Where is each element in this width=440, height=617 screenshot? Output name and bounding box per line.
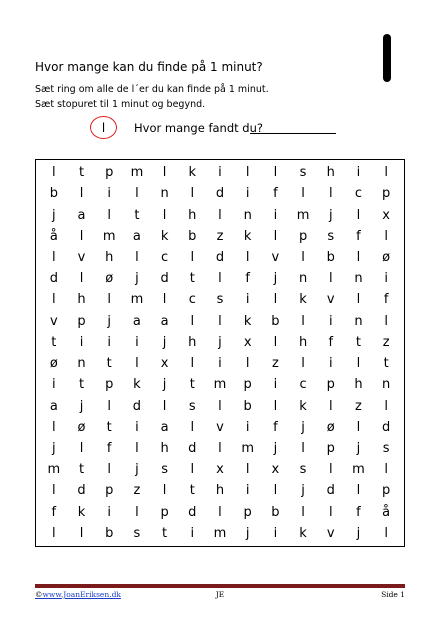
grid-letter[interactable]: l — [273, 165, 278, 181]
grid-letter[interactable]: p — [105, 377, 114, 393]
grid-letter[interactable]: l — [135, 440, 139, 456]
grid-letter[interactable]: j — [356, 440, 361, 456]
grid-letter[interactable]: a — [49, 398, 58, 414]
grid-letter[interactable]: l — [135, 249, 139, 265]
grid-letter[interactable]: j — [162, 377, 167, 393]
grid-letter[interactable]: p — [105, 165, 114, 181]
footer-page-number: Side 1 — [381, 590, 405, 599]
grid-letter[interactable]: l — [301, 249, 305, 265]
grid-letter[interactable]: b — [49, 186, 58, 202]
grid-letter[interactable]: i — [245, 292, 250, 308]
grid-letter[interactable]: l — [52, 292, 56, 308]
grid-letter[interactable]: d — [77, 483, 86, 499]
grid-letter[interactable]: n — [160, 186, 169, 202]
grid-letter[interactable]: l — [356, 356, 361, 372]
grid-letter[interactable]: h — [188, 334, 197, 350]
grid-letter[interactable]: l — [190, 249, 195, 265]
grid-letter[interactable]: l — [356, 207, 361, 223]
grid-letter[interactable]: n — [243, 207, 252, 223]
grid-letter[interactable]: k — [133, 377, 141, 393]
grid-letter[interactable]: t — [134, 207, 140, 223]
grid-letter[interactable]: d — [382, 419, 391, 435]
footer-website-link[interactable] — [35, 590, 121, 599]
grid-letter[interactable]: i — [356, 165, 361, 181]
letter-grid — [35, 159, 405, 547]
grid-letter[interactable]: d — [215, 186, 225, 202]
grid-letter[interactable]: c — [161, 249, 169, 265]
grid-letter[interactable]: s — [133, 525, 141, 541]
grid-letter[interactable]: i — [384, 271, 388, 287]
grid-letter[interactable]: p — [326, 440, 335, 456]
grid-letter[interactable]: p — [382, 483, 391, 499]
grid-letter[interactable]: a — [77, 207, 86, 223]
grid-letter[interactable]: s — [216, 292, 224, 308]
footer-link-text: www.JoanEriksen.dk — [42, 590, 121, 599]
grid-letter[interactable]: v — [49, 313, 58, 329]
grid-letter[interactable]: ø — [105, 271, 114, 287]
grid-letter[interactable]: l — [356, 419, 361, 435]
instruction-line-1: Sæt ring om alle de l´er du kan finde på 1 minut. — [35, 84, 269, 95]
grid-letter[interactable]: i — [135, 334, 139, 350]
grid-letter[interactable]: l — [273, 228, 278, 244]
grid-letter[interactable]: l — [384, 313, 388, 329]
grid-letter[interactable]: j — [273, 440, 278, 456]
grid-letter[interactable]: d — [132, 398, 142, 414]
grid-letter[interactable]: å — [49, 228, 58, 244]
grid-letter[interactable]: l — [218, 398, 222, 414]
grid-letter[interactable]: ø — [326, 419, 335, 435]
grid-letter[interactable]: l — [218, 207, 222, 223]
grid-letter[interactable]: l — [52, 483, 56, 499]
grid-letter[interactable]: s — [161, 462, 168, 478]
grid-letter[interactable]: m — [241, 440, 255, 456]
instruction-line-2: Sæt stopuret til 1 minut og begynd. — [35, 99, 206, 110]
grid-letter[interactable]: l — [190, 186, 195, 202]
grid-letter[interactable]: t — [383, 356, 389, 372]
grid-letter[interactable]: f — [356, 228, 361, 244]
grid-letter[interactable]: l — [52, 525, 56, 541]
grid-letter[interactable]: m — [296, 207, 310, 223]
grid-letter[interactable]: l — [107, 398, 112, 414]
grid-letter[interactable]: a — [160, 419, 169, 435]
grid-letter[interactable]: f — [245, 271, 250, 287]
grid-letter[interactable]: s — [327, 228, 335, 244]
grid-letter[interactable]: t — [106, 356, 112, 372]
grid-letter[interactable]: v — [271, 249, 280, 265]
grid-letter[interactable]: l — [52, 249, 56, 265]
grid-letter[interactable]: b — [105, 525, 114, 541]
grid-letter[interactable]: x — [216, 462, 224, 478]
grid-letter[interactable]: i — [218, 165, 222, 181]
example-letter: l — [101, 120, 106, 135]
grid-letter[interactable]: a — [132, 228, 141, 244]
grid-letter[interactable]: l — [384, 398, 388, 414]
grid-letter[interactable]: l — [79, 228, 84, 244]
grid-letter[interactable]: t — [51, 334, 57, 350]
copyright-symbol: © — [35, 590, 43, 599]
grid-letter[interactable]: b — [326, 249, 335, 265]
grid-letter[interactable]: f — [383, 292, 389, 308]
grid-letter[interactable]: l — [162, 483, 167, 499]
grid-letter[interactable]: l — [328, 271, 333, 287]
grid-letter[interactable]: l — [328, 186, 333, 202]
grid-letter[interactable]: p — [105, 483, 114, 499]
grid-letter[interactable]: j — [52, 207, 56, 223]
grid-letter[interactable]: a — [132, 313, 141, 329]
grid-letter[interactable]: l — [135, 186, 139, 202]
grid-letter[interactable]: l — [273, 398, 278, 414]
grid-letter[interactable]: h — [298, 334, 308, 350]
grid-letter[interactable]: s — [188, 398, 196, 414]
grid-letter[interactable]: z — [133, 483, 141, 499]
grid-letter[interactable]: b — [188, 228, 197, 244]
grid-letter[interactable]: x — [243, 334, 252, 350]
grid-letter[interactable]: i — [218, 356, 222, 372]
grid-letter[interactable]: k — [77, 504, 86, 520]
grid-letter[interactable]: l — [356, 249, 361, 265]
grid-letter[interactable]: s — [299, 462, 307, 478]
page-title: Hvor mange kan du finde på 1 minut? — [35, 60, 263, 74]
grid-letter[interactable]: t — [189, 377, 195, 393]
grid-letter[interactable]: i — [190, 525, 195, 541]
grid-letter[interactable]: i — [52, 377, 56, 393]
grid-letter[interactable]: p — [160, 504, 169, 520]
grid-letter[interactable]: k — [299, 525, 307, 541]
grid-letter[interactable]: m — [130, 165, 144, 181]
grid-letter[interactable]: i — [245, 483, 250, 499]
grid-letter[interactable]: l — [273, 292, 278, 308]
grid-letter[interactable]: p — [382, 186, 391, 202]
grid-letter[interactable]: v — [77, 249, 86, 265]
grid-letter[interactable]: i — [79, 334, 84, 350]
grid-letter[interactable]: l — [301, 313, 305, 329]
answer-line[interactable] — [250, 133, 336, 134]
grid-letter[interactable]: h — [77, 292, 86, 308]
grid-letter[interactable]: i — [245, 186, 250, 202]
grid-letter[interactable]: l — [135, 504, 139, 520]
grid-letter[interactable]: j — [218, 334, 222, 350]
target-letter-display — [383, 34, 391, 82]
grid-letter[interactable]: f — [106, 440, 112, 456]
grid-letter[interactable]: l — [107, 292, 112, 308]
grid-letter[interactable]: b — [243, 398, 252, 414]
grid-letter[interactable]: l — [356, 292, 361, 308]
grid-letter[interactable]: k — [299, 398, 307, 414]
grid-letter[interactable]: l — [245, 356, 250, 372]
grid-letter[interactable]: f — [356, 504, 361, 520]
grid-letter[interactable]: i — [107, 504, 112, 520]
grid-letter[interactable]: l — [245, 462, 250, 478]
grid-letter[interactable]: n — [354, 271, 363, 287]
grid-letter[interactable]: j — [245, 525, 250, 541]
grid-letter[interactable]: å — [382, 504, 391, 520]
grid-letter[interactable]: j — [328, 207, 333, 223]
grid-letter[interactable]: a — [160, 313, 169, 329]
grid-letter[interactable]: t — [78, 377, 85, 393]
grid-letter[interactable]: h — [215, 483, 225, 499]
grid-letter[interactable]: j — [79, 398, 84, 414]
grid-letter[interactable]: l — [162, 207, 167, 223]
grid-letter[interactable]: f — [273, 186, 278, 202]
grid-letter[interactable]: l — [273, 334, 278, 350]
grid-letter[interactable]: l — [218, 313, 222, 329]
grid-letter[interactable]: k — [188, 165, 197, 181]
grid-letter[interactable]: t — [189, 271, 195, 287]
grid-letter[interactable]: l — [107, 207, 112, 223]
grid-letter[interactable]: s — [299, 165, 307, 181]
grid-letter[interactable]: l — [301, 440, 305, 456]
grid-letter[interactable]: j — [301, 419, 305, 435]
grid-letter[interactable]: p — [243, 504, 252, 520]
grid-letter[interactable]: l — [328, 462, 333, 478]
count-question: Hvor mange fandt du? — [134, 121, 263, 135]
grid-letter[interactable]: h — [188, 207, 197, 223]
grid-letter[interactable]: l — [245, 165, 250, 181]
grid-letter[interactable]: l — [328, 504, 333, 520]
grid-letter[interactable]: p — [326, 377, 335, 393]
grid-letter[interactable]: j — [356, 525, 361, 541]
grid-letter[interactable]: l — [301, 186, 305, 202]
grid-letter[interactable]: f — [328, 334, 334, 350]
grid-letter[interactable]: m — [47, 462, 61, 478]
grid-letter[interactable]: t — [189, 483, 195, 499]
grid-letter[interactable]: k — [243, 228, 252, 244]
grid-letter[interactable]: v — [216, 419, 224, 435]
grid-letter[interactable]: l — [218, 271, 222, 287]
grid-letter[interactable]: j — [273, 271, 278, 287]
grid-letter[interactable]: l — [218, 440, 222, 456]
grid-letter[interactable]: i — [107, 334, 112, 350]
grid-letter[interactable]: t — [106, 419, 112, 435]
grid-letter[interactable]: l — [356, 483, 361, 499]
grid-letter[interactable]: j — [301, 483, 305, 499]
grid-letter[interactable]: n — [382, 377, 391, 393]
grid-letter[interactable]: ø — [382, 249, 391, 265]
grid-letter[interactable]: z — [382, 334, 390, 350]
footer-initials: JE — [215, 590, 225, 599]
grid-letter[interactable]: h — [160, 440, 169, 456]
grid-letter[interactable]: t — [162, 525, 168, 541]
grid-letter[interactable]: l — [301, 356, 305, 372]
grid-letter[interactable]: l — [190, 313, 195, 329]
grid-letter[interactable]: c — [188, 292, 196, 308]
grid-letter[interactable]: i — [135, 419, 139, 435]
grid-letter[interactable]: l — [162, 292, 167, 308]
grid-letter[interactable]: j — [107, 313, 112, 329]
grid-letter[interactable]: p — [243, 377, 252, 393]
grid-letter[interactable]: v — [326, 525, 335, 541]
grid-letter[interactable]: x — [382, 207, 390, 223]
grid-letter[interactable]: l — [162, 165, 167, 181]
grid-letter[interactable]: d — [215, 249, 225, 265]
grid-letter[interactable]: j — [135, 462, 139, 478]
grid-letter[interactable]: p — [298, 228, 308, 244]
grid-letter[interactable]: k — [243, 313, 252, 329]
grid-letter[interactable]: s — [382, 440, 390, 456]
grid-letter[interactable]: z — [355, 398, 362, 414]
grid-letter[interactable]: m — [102, 228, 116, 244]
grid-letter[interactable]: m — [130, 292, 144, 308]
grid-letter[interactable]: d — [49, 271, 58, 287]
grid-letter[interactable]: l — [328, 398, 333, 414]
grid-letter[interactable]: d — [326, 483, 335, 499]
grid-letter[interactable]: l — [384, 462, 388, 478]
grid-letter[interactable]: i — [328, 313, 333, 329]
grid-letter[interactable]: h — [354, 377, 363, 393]
grid-letter[interactable]: l — [190, 462, 195, 478]
grid-letter[interactable]: l — [218, 504, 222, 520]
grid-letter[interactable]: d — [188, 504, 197, 520]
grid-letter[interactable]: j — [162, 334, 167, 350]
grid-letter[interactable]: ø — [77, 419, 86, 435]
grid-letter[interactable]: c — [299, 377, 307, 393]
grid-letter[interactable]: x — [271, 462, 280, 478]
grid-letter[interactable]: l — [384, 165, 388, 181]
grid-letter[interactable]: l — [162, 398, 167, 414]
grid-letter[interactable]: i — [273, 525, 278, 541]
grid-letter[interactable]: l — [384, 525, 388, 541]
grid-letter[interactable]: b — [271, 504, 280, 520]
grid-letter[interactable]: d — [160, 271, 169, 287]
grid-letter[interactable]: n — [354, 313, 363, 329]
grid-letter[interactable]: c — [354, 186, 363, 202]
grid-letter[interactable]: k — [299, 292, 307, 308]
grid-letter[interactable]: n — [77, 356, 86, 372]
grid-letter[interactable]: t — [355, 334, 361, 350]
grid-letter[interactable]: l — [301, 504, 305, 520]
grid-letter[interactable]: v — [326, 292, 335, 308]
grid-letter[interactable]: l — [52, 419, 56, 435]
grid-letter[interactable]: h — [326, 165, 335, 181]
grid-letter[interactable]: l — [52, 165, 56, 181]
example-circled-letter — [90, 116, 117, 139]
grid-letter[interactable]: x — [160, 356, 169, 372]
grid-letter[interactable]: f — [51, 504, 57, 520]
grid-letter[interactable]: t — [78, 462, 85, 478]
grid-letter[interactable]: z — [271, 356, 279, 372]
grid-letter[interactable]: m — [213, 377, 227, 393]
grid-letter[interactable]: l — [190, 419, 195, 435]
grid-letter[interactable]: i — [273, 207, 278, 223]
grid-letter[interactable]: l — [107, 462, 112, 478]
grid-letter[interactable]: k — [160, 228, 169, 244]
grid-letter[interactable]: t — [78, 165, 85, 181]
grid-letter[interactable]: l — [79, 186, 84, 202]
grid-letter[interactable]: j — [135, 271, 139, 287]
grid-letter[interactable]: l — [79, 525, 84, 541]
grid-letter[interactable]: ø — [49, 356, 58, 372]
grid-letter[interactable]: f — [273, 419, 278, 435]
grid-letter[interactable]: i — [273, 377, 278, 393]
grid-letter[interactable]: m — [213, 525, 227, 541]
grid-letter[interactable]: l — [135, 356, 139, 372]
grid-letter[interactable]: l — [273, 483, 278, 499]
grid-letter[interactable]: l — [384, 228, 388, 244]
grid-letter[interactable]: z — [216, 228, 224, 244]
grid-letter[interactable]: p — [77, 313, 86, 329]
grid-letter[interactable]: m — [352, 462, 365, 478]
grid-letter[interactable]: l — [79, 271, 84, 287]
grid-letter[interactable]: l — [79, 440, 84, 456]
grid-letter[interactable]: h — [105, 249, 114, 265]
grid-letter[interactable]: l — [245, 249, 250, 265]
grid-letter[interactable]: i — [107, 186, 112, 202]
grid-letter[interactable]: i — [245, 419, 250, 435]
grid-letter[interactable]: j — [52, 440, 56, 456]
grid-letter[interactable]: d — [188, 440, 197, 456]
grid-letter[interactable]: b — [271, 313, 280, 329]
grid-letter[interactable]: n — [298, 271, 308, 287]
grid-letter[interactable]: i — [328, 356, 333, 372]
grid-letter[interactable]: l — [190, 356, 195, 372]
footer-divider — [35, 584, 405, 588]
